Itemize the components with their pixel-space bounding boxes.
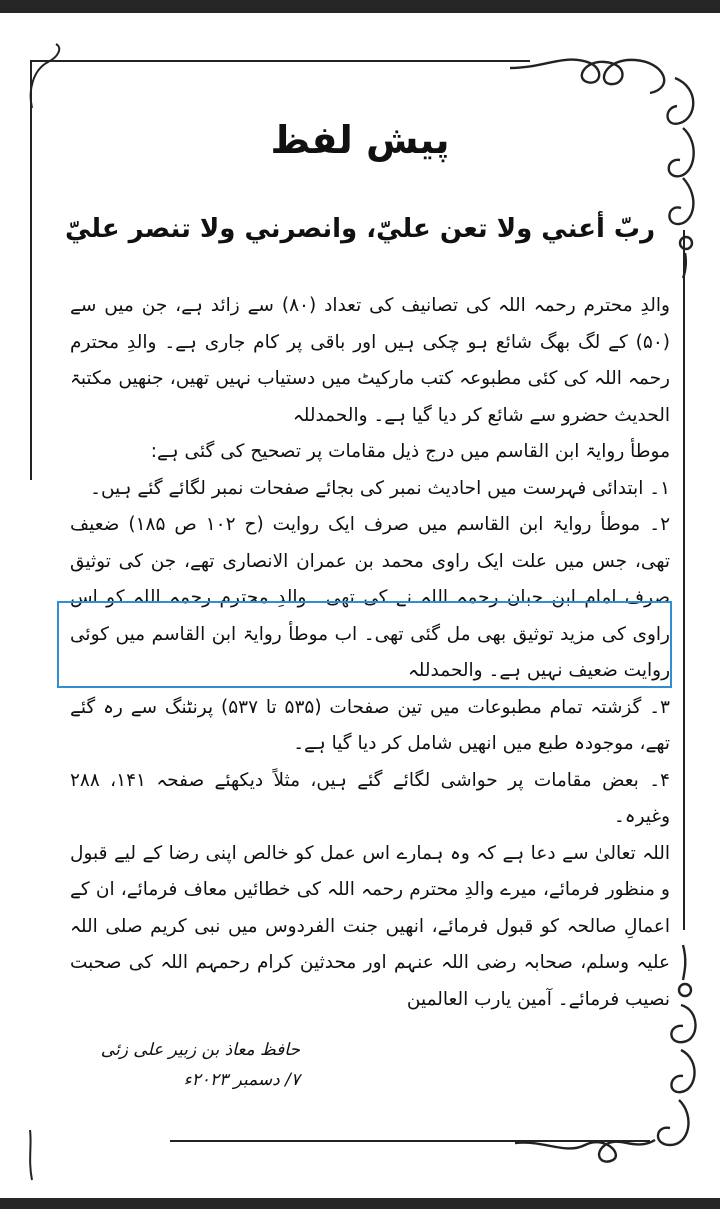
intro-paragraph: والدِ محترم رحمہ اللہ کی تصانیف کی تعداد (۸۰) سے زائد ہے، جن میں سے (۵۰) کے لگ بھگ شائع ہو چکی ہیں اور باقی پر کام جاری ہے۔ والدِ محترم رحمہ اللہ کی کئی مطبوعہ کتب مارکیٹ میں دستیاب نہیں تھیں، جنھیں مکتبۃ الحدیث حضرو سے شائع کر دیا گیا ہے۔ والحمدللہ <box>70 295 670 426</box>
dua-subtitle: ربّ أعني ولا تعن عليّ، وانصرني ولا تنصر عليّ <box>64 214 656 244</box>
signature-block <box>70 1035 300 1095</box>
item-text: بعض مقامات پر حواشی لگائے گئے ہیں، مثلاً دیکھئے صفحہ ۱۴۱، ۲۸۸ وغیرہ۔ <box>70 769 670 827</box>
top-left-flourish-icon <box>8 40 68 110</box>
list-item <box>70 763 670 836</box>
item-number: ۱۔ <box>649 477 670 499</box>
list-item <box>70 471 670 508</box>
frame-top-line <box>30 60 530 62</box>
signature-date: ۷/ دسمبر ۲۰۲۳ء <box>183 1070 300 1090</box>
list-item <box>70 690 670 763</box>
highlight-box <box>57 601 672 688</box>
top-border-bar <box>0 0 720 13</box>
item-text: موطأ روایۃ ابن القاسم میں صرف ایک روایت (ح ۱۰۲ ص ۱۸۵) ضعیف تھی، جس میں علت ایک راوی محمد بن عمران الانصاری تھے، جن کی توثیق صرف امام ابن حبان رحمہ اللہ نے کی تھی۔ والدِ محترم رحمہ اللہ کو اس راوی کی مزید توثیق بھی مل گئی تھی۔ اب موطأ روایۃ ابن القاسم میں کوئی روایت ضعیف نہیں ہے۔ والحمدللہ <box>70 514 670 681</box>
bottom-border-bar <box>0 1198 720 1209</box>
item-text: ابتدائی فہرست میں احادیث نمبر کی بجائے صفحات نمبر لگائے گئے ہیں۔ <box>90 477 644 499</box>
item-number: ۴۔ <box>649 769 670 791</box>
item-number: ۲۔ <box>649 514 670 535</box>
closing-paragraph: اللہ تعالیٰ سے دعا ہے کہ وہ ہمارے اس عمل کو خالص اپنی رضا کے لیے قبول و منظور فرمائے، میرے والدِ محترم رحمہ اللہ کی خطائیں معاف فرمائے، ان کے اعمالِ صالحہ کو قبول فرمائے، انھیں جنت الفردوس میں نبی کریم صلی اللہ علیہ وسلم، صحابہ رضی اللہ عنہم اور محدثین کرام رحمہم اللہ کی صحبت نصیب فرمائے۔ آمین یارب العالمین <box>70 842 670 1010</box>
bottom-left-flourish-icon <box>20 1125 60 1185</box>
intro-note: موطأ روایۃ ابن القاسم میں درج ذیل مقامات پر تصحیح کی گئی ہے: <box>150 441 670 462</box>
item-number: ۳۔ <box>649 696 670 718</box>
frame-right-line <box>683 230 685 930</box>
author-name: حافظ معاذ بن زبیر علی زئی <box>100 1040 300 1060</box>
page-title: پیش لفظ <box>270 118 450 162</box>
item-text: گزشتہ تمام مطبوعات میں تین صفحات (۵۳۵ تا ۵۳۷) پرنٹنگ سے رہ گئے تھے، موجودہ طبع میں انھیں شامل کر دیا گیا ہے۔ <box>70 696 670 754</box>
